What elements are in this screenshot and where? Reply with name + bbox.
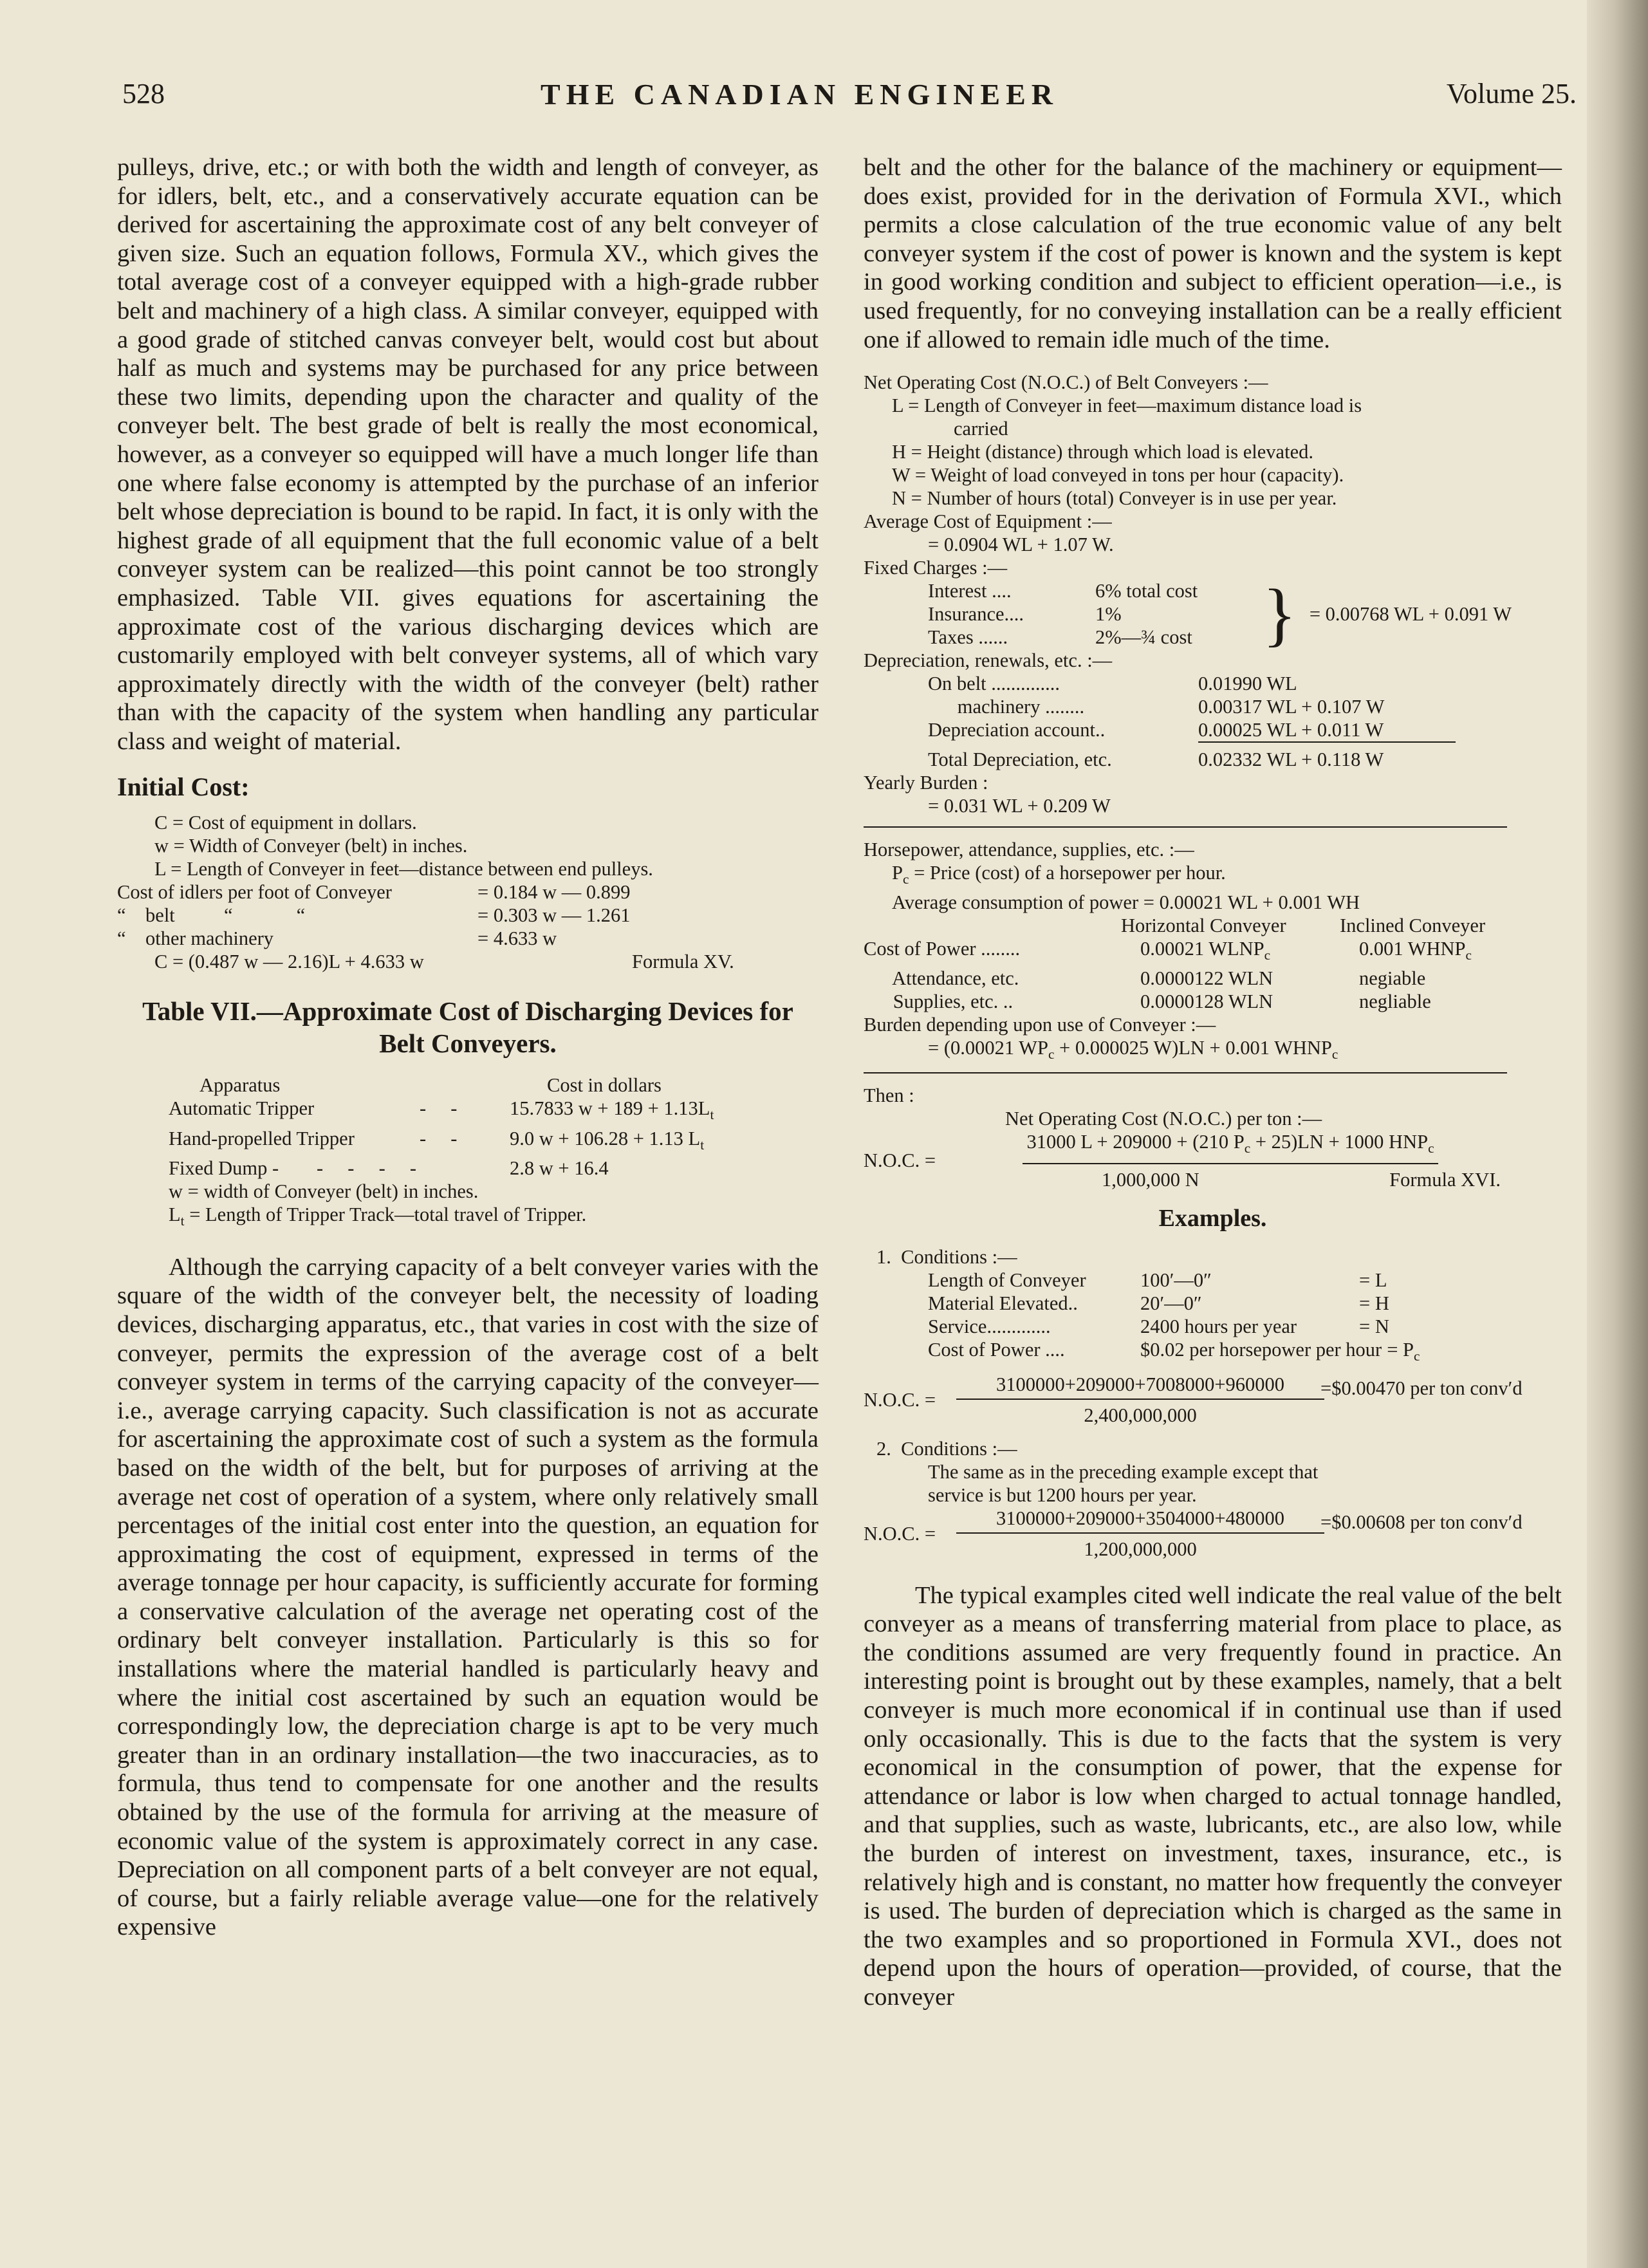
table-row — [117, 1127, 819, 1157]
apparatus-name: Hand-propelled Tripper — [169, 1127, 355, 1149]
cost-equation: 2.8 w + 16.4 — [510, 1157, 609, 1179]
then-label: Then : — [864, 1084, 914, 1107]
definition-w: w = Width of Conveyer (belt) in inches. — [154, 835, 468, 857]
noc-per-ton-title: Net Operating Cost (N.O.C.) per ton :— — [1005, 1108, 1322, 1130]
horizontal-value: 0.0000128 WLN — [1140, 990, 1273, 1013]
charge-value: 6% total cost — [1095, 580, 1198, 602]
condition-name: Cost of Power .... — [928, 1338, 1065, 1361]
table-note-L — [169, 1203, 586, 1232]
horizontal-value — [1140, 937, 1359, 967]
machinery-value: = 4.633 w — [477, 927, 557, 950]
depreciation-label: Depreciation, renewals, etc. :— — [864, 649, 1113, 672]
inclined-value — [1359, 937, 1472, 967]
right-column — [864, 153, 1562, 2012]
table-note-w: w = width of Conveyer (belt) in inches. — [169, 1180, 479, 1202]
subscript: c — [1414, 1348, 1420, 1364]
page-header — [122, 77, 1577, 122]
cost-equation — [510, 1097, 714, 1126]
row-label: Supplies, etc. .. — [864, 990, 1014, 1013]
brace: } — [1263, 575, 1297, 654]
subscript: c — [1264, 947, 1271, 963]
column-header-cost: Cost in dollars — [547, 1074, 662, 1097]
condition-value: 100′—0″ — [1140, 1269, 1212, 1291]
numerator — [1023, 1130, 1438, 1164]
noc-lhs: N.O.C. = — [864, 1522, 936, 1545]
depreciation-value: 0.01990 WL — [1198, 673, 1297, 695]
burden-equation — [928, 1036, 1338, 1066]
initial-cost-equations — [117, 811, 819, 973]
example-2-text: The same as in the preceding example except that — [928, 1460, 1319, 1483]
avg-cost-label: Average Cost of Equipment :— — [864, 510, 1112, 533]
charge-name: Insurance.... — [928, 603, 1024, 626]
condition-row — [864, 1269, 1562, 1292]
apparatus-name: Automatic Tripper — [169, 1097, 315, 1120]
noc-heading: Net Operating Cost (N.O.C.) of Belt Conveyers :— — [864, 371, 1268, 394]
depreciation-value: 0.00025 WL + 0.011 W — [1198, 719, 1384, 741]
fixed-charges-block — [864, 575, 1562, 654]
subscript: t — [710, 1107, 714, 1123]
subscript: c — [902, 871, 909, 888]
charge-value: 1% — [1095, 603, 1122, 626]
total-depreciation-value: 0.02332 WL + 0.118 W — [1198, 748, 1384, 771]
denominator: 2,400,000,000 — [1084, 1404, 1197, 1426]
table-row — [117, 1157, 819, 1180]
value-text: 0.00021 WLNP — [1140, 938, 1264, 960]
power-row — [864, 967, 1562, 990]
leader-dashes: - - — [420, 1127, 458, 1149]
numerator-text: 31000 L + 209000 + (210 P — [1026, 1131, 1245, 1153]
power-row — [864, 990, 1562, 1013]
condition-symbol: = H — [1359, 1292, 1389, 1314]
formula-xvi — [864, 1130, 1562, 1191]
depreciation-value: 0.00317 WL + 0.107 W — [1198, 696, 1385, 718]
subscript: c — [1465, 947, 1472, 963]
denominator: 1,200,000,000 — [1084, 1538, 1197, 1560]
fixed-charges-label: Fixed Charges :— — [864, 557, 1008, 579]
example-2-result — [864, 1507, 1562, 1561]
average-power-consumption: Average consumption of power = 0.00021 WL + 0.001 WH — [892, 891, 1360, 914]
subscript: c — [1048, 1046, 1055, 1063]
column-header-apparatus: Apparatus — [199, 1074, 281, 1097]
row-label: Attendance, etc. — [864, 967, 1019, 990]
example-2-text: service is but 1200 hours per year. — [928, 1483, 1197, 1506]
example-1-label: 1. Conditions :— — [876, 1245, 1017, 1268]
noc-fraction — [960, 1130, 1501, 1191]
idlers-label: Cost of idlers per foot of Conveyer — [117, 881, 392, 904]
value-text: 0.001 WHNP — [1359, 938, 1466, 960]
formula-xv-tag: Formula XV. — [632, 951, 734, 973]
inclined-value: negliable — [1359, 990, 1431, 1013]
definition-W: W = Weight of load conveyed in tons per hour (capacity). — [892, 464, 1344, 487]
yearly-burden-label: Yearly Burden : — [864, 772, 988, 794]
apparatus-name: Fixed Dump - — [169, 1157, 279, 1179]
definition-C: C = Cost of equipment in dollars. — [154, 812, 417, 834]
condition-name: Length of Conveyer — [928, 1269, 1086, 1291]
depreciation-item: machinery ........ — [928, 696, 1085, 718]
horsepower-label: Horsepower, attendance, supplies, etc. :— — [864, 839, 1194, 861]
column-header-inclined: Inclined Conveyer — [1340, 915, 1486, 937]
subscript: t — [700, 1137, 705, 1153]
definition-N: N = Number of hours (total) Conveyer is in use per year. — [892, 487, 1337, 510]
condition-symbol: = L — [1359, 1269, 1387, 1291]
paragraph: pulleys, drive, etc.; or with both the width and length of conveyer, as for idlers, belt, etc., and a conservatively accurate equation can be derived for ascertaining the approximate cost of any belt conveyer of given size. Such an equation follows, Formula XV., which gives the total average cost of a conveyer equipped with a high-grade rubber belt and machinery of a high class. A similar conveyer, equipped with a good grade of stitched canvas conveyer belt, would cost but about half as much and systems may be purchased for any price between these two limits, depending upon the character and quality of the conveyer belt. The best grade of belt is really the most economical, however, as a conveyer so equipped will have a much longer life than one where false economy is attempted by the purchase of an inferior belt whose depreciation is bound to be rapid. In fact, it is only with the highest grade of all equipment that the full economic value of a belt conveyer system can be realized—this point cannot be too strongly emphasized. Table VII. gives equations for ascertaining the approximate cost of the various discharging devices which are customarily employed with belt conveyer systems, all of which vary approximately directly with the width of the conveyer (belt) rather than with the capacity of the system when handling any particular class and weight of material. — [117, 154, 819, 755]
condition-symbol — [1382, 1338, 1420, 1368]
paragraph: The typical examples cited well indicate the real value of the belt conveyer as a means of transferring material from place to place, as the conditions assumed are very frequently found in practice. An interesting point is brought out by these examples, namely, that a belt conveyer is much more economical if in continual use than if used only occasionally. This is due to the facts that the system is very economical in the consumption of power, that the expense for attendance or labor is low when charged to actual tonnage handled, and that supplies, such as waste, lubricants, etc., are also low, while the burden of interest on investment, taxes, insurance, etc., is relatively high and is constant, no matter how frequently the conveyer is used. The burden of depreciation which is charged as the same in the two examples and so proportioned in Formula XVI., does not depend upon the hours of operation—provided, of course, that the conveyer — [864, 1581, 1562, 2011]
condition-value: $0.02 per horsepower per hour — [1140, 1338, 1382, 1361]
charge-name: Interest .... — [928, 580, 1012, 602]
condition-name: Material Elevated.. — [928, 1292, 1078, 1314]
definition-text: = Price (cost) of a horsepower per hour. — [909, 862, 1226, 884]
noc-lhs: N.O.C. = — [864, 1388, 936, 1411]
definition-L: L = Length of Conveyer in feet—maximum distance load is — [892, 395, 1362, 417]
example-2-value: =$0.00608 per ton conv′d — [1320, 1510, 1523, 1533]
charge-value: 2%—¾ cost — [1095, 626, 1192, 649]
definition-H: H = Height (distance) through which load is elevated. — [892, 441, 1313, 463]
example-2-fraction — [960, 1507, 1320, 1561]
charge-name: Taxes ...... — [928, 626, 1008, 649]
noc-derivation — [864, 371, 1562, 1191]
belt-label: “ belt “ “ — [117, 904, 306, 927]
journal-title: THE CANADIAN ENGINEER — [541, 78, 1059, 111]
depreciation-item: On belt .............. — [928, 673, 1060, 695]
page-gutter-shadow — [1587, 0, 1648, 2268]
left-column — [117, 153, 819, 1942]
fixed-charges-total: = 0.00768 WL + 0.091 W — [1309, 603, 1512, 626]
burden-label: Burden depending upon use of Conveyer :— — [864, 1014, 1216, 1036]
numerator-text: + 25)LN + 1000 HNP — [1250, 1131, 1429, 1153]
volume-label: Volume 25. — [1446, 78, 1577, 109]
cost-equation — [510, 1127, 704, 1157]
condition-name: Service............. — [928, 1315, 1051, 1337]
example-1-value: =$0.00470 per ton conv′d — [1320, 1377, 1523, 1399]
power-row — [864, 937, 1562, 967]
numerator: 3100000+209000+7008000+960000 — [956, 1373, 1324, 1400]
examples-heading: Examples. — [1158, 1204, 1267, 1232]
condition-row — [864, 1292, 1562, 1315]
page-number: 528 — [122, 78, 165, 109]
row-label: Cost of Power ........ — [864, 938, 1021, 960]
symbol: L — [169, 1203, 181, 1225]
note-text: = Length of Tripper Track—total travel of Tripper. — [184, 1203, 587, 1225]
total-depreciation-label: Total Depreciation, etc. — [928, 748, 1112, 771]
paragraph: belt and the other for the balance of the machinery or equipment—does exist, provided for in the derivation of Formula XVI., which permits a close calculation of the true economic value of any belt conveyer system if the cost of power is known and the system is kept in good working condition and subject to efficient operation—i.e., is used frequently, for no conveying installation can be a really efficient one if allowed to remain idle much of the time. — [864, 154, 1562, 353]
belt-value: = 0.303 w — 1.261 — [477, 904, 631, 927]
symbol-text: = P — [1387, 1338, 1414, 1361]
cost-text: 9.0 w + 106.28 + 1.13 L — [510, 1127, 701, 1149]
horizontal-value: 0.0000122 WLN — [1140, 967, 1273, 990]
table-row — [117, 1097, 819, 1126]
examples — [864, 1245, 1562, 1561]
avg-cost-value: = 0.0904 WL + 1.07 W. — [928, 534, 1114, 556]
equation-text: + 0.000025 W)LN + 0.001 WHNP — [1054, 1037, 1332, 1059]
condition-symbol: = N — [1359, 1315, 1389, 1337]
depreciation-item: Depreciation account.. — [928, 719, 1106, 741]
definition-L-continued: carried — [954, 418, 1008, 440]
inclined-value: negiable — [1359, 967, 1426, 990]
paragraph: Although the carrying capacity of a belt conveyer varies with the square of the width of the conveyer belt, the necessity of loading devices, discharging apparatus, etc., that varies in cost with the size of conveyer, permits the expression of the average cost of a belt conveyer system in terms of the carrying capacity of the conveyer—i.e., average carrying capacity. Such classification is not as accurate for ascertaining the approximate cost of such a system as the formula based on the width of the belt, but for purposes of arriving at the average net cost of operation of a system, where only relatively small percentages of the initial cost enter into the question, an equation for approximating the cost of equipment, expressed in terms of the average tonnage per hour capacity, is sufficiently accurate for forming a conservative calculation of the average net operating cost of the ordinary belt conveyer installation. Particularly is this so for installations where the material handled is particularly heavy and where the initial cost ascertained by such an equation would be correspondingly low, the depreciation charge is apt to be very much greater than in an ordinary installation—the two inaccuracies, as to formula, thus tend to compensate for one another and the results obtained by the use of the formula for arriving at the measure of economic value of the system is approximately correct in any case. Depreciation on all component parts of a belt conveyer are not equal, of course, but a fairly reliable average value—one for the relatively expensive — [117, 1253, 819, 1941]
discharging-devices-table — [117, 1074, 819, 1232]
yearly-burden-value: = 0.031 WL + 0.209 W — [928, 795, 1111, 817]
machinery-label: “ other machinery — [117, 927, 274, 950]
condition-value: 20′—0″ — [1140, 1292, 1202, 1314]
denominator-row — [960, 1164, 1501, 1191]
condition-row — [864, 1315, 1562, 1338]
example-1-result — [864, 1373, 1562, 1427]
subscript: c — [1428, 1140, 1434, 1157]
leader-dashes: - - - - — [317, 1157, 417, 1179]
subscript: t — [180, 1213, 185, 1229]
condition-row — [864, 1338, 1562, 1368]
noc-lhs: N.O.C. = — [864, 1149, 936, 1172]
formula-xv: C = (0.487 w — 2.16)L + 4.633 w — [154, 951, 424, 973]
denominator: 1,000,000 N — [1102, 1168, 1199, 1191]
subscript: c — [1331, 1046, 1338, 1063]
example-1-fraction — [960, 1373, 1320, 1427]
cost-text: 15.7833 w + 189 + 1.13L — [510, 1097, 710, 1120]
section-heading-initial-cost: Initial Cost: — [117, 772, 250, 802]
equation-text: = (0.00021 WP — [928, 1037, 1048, 1059]
formula-xvi-tag: Formula XVI. — [1389, 1168, 1501, 1191]
definition-Pc — [892, 861, 1226, 891]
example-2-label: 2. Conditions :— — [876, 1437, 1017, 1460]
leader-dashes: - - — [420, 1097, 458, 1120]
idlers-value: = 0.184 w — 0.899 — [477, 881, 631, 904]
condition-value: 2400 hours per year — [1140, 1315, 1297, 1337]
symbol: P — [892, 862, 903, 884]
definition-L: L = Length of Conveyer in feet—distance between end pulleys. — [154, 858, 653, 880]
table-title: Table VII.—Approximate Cost of Discharging Devices for Belt Conveyers. — [142, 996, 793, 1059]
subscript: c — [1244, 1140, 1251, 1157]
numerator: 3100000+209000+3504000+480000 — [956, 1507, 1324, 1534]
column-header-horizontal: Horizontal Conveyer — [1121, 915, 1286, 937]
